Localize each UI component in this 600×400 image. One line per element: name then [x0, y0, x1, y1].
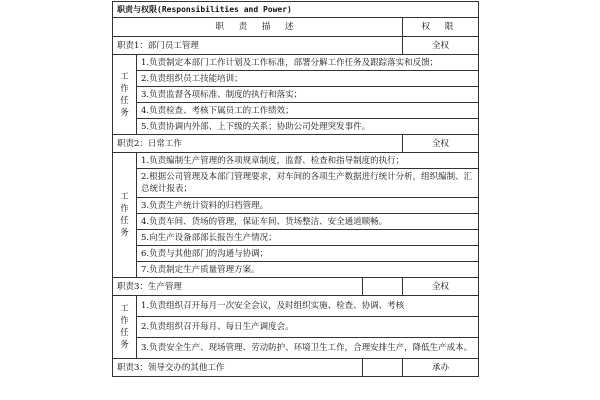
list-item: 7.负责制定生产质量管理方案。: [137, 262, 479, 278]
list-item: 4.负责检查、考核下属员工的工作绩效；: [137, 103, 479, 119]
duty-4-label: 职责3：领导交办的其他工作: [113, 359, 363, 377]
list-item: 2.负责组织员工技能培训；: [137, 71, 479, 87]
list-item: 3.负责监督各项标准、制度的执行和落实；: [137, 87, 479, 103]
list-item: 5.向生产设备部部长报告生产情况；: [137, 230, 479, 246]
duty-2-label: 职责2：日常工作: [113, 135, 403, 153]
list-item: 6.负责与其他部门的沟通与协调；: [137, 246, 479, 262]
table-title: 职责与权限(Responsibilities and Power): [113, 2, 479, 18]
list-item: 1.负责组织召开每月一次安全会议，及时组织实施、检查、协调、考核: [137, 296, 479, 317]
list-item: 3.负责生产统计资料的归档管理。: [137, 198, 479, 214]
duty-3-empty-cell: [363, 278, 403, 296]
list-item: 3.负责安全生产、现场管理、劳动防护、环境卫生工作，合理安排生产，降低生产成本。: [137, 338, 479, 359]
list-item: 1.负责编制生产管理的各项规章制度，监督、检查和指导制度的执行；: [137, 153, 479, 169]
list-item: 5.负责协调内外部、上下级的关系；协助公司处理突发事件。: [137, 119, 479, 135]
list-item: 4.负责车间、货场的管理，保证车间、货场整洁、安全通道顺畅。: [137, 214, 479, 230]
duty-4-power: 承办: [403, 359, 479, 377]
list-item: 2.根据公司管理及本部门管理要求，对车间的各项生产数据进行统计分析，组织编制、汇总统计报表；: [137, 169, 479, 198]
list-item: 1.负责制定本部门工作计划及工作标准，部署分解工作任务及跟踪落实和反馈；: [137, 55, 479, 71]
header-power: 权 限: [403, 18, 479, 37]
list-item: 2.负责组织召开每月、每日生产调度会。: [137, 317, 479, 338]
duty-1-power: 全权: [403, 37, 479, 55]
header-description: 职 责 描 述: [113, 18, 403, 37]
duty-1-label: 职责1：部门员工管理: [113, 37, 403, 55]
duty-2-power: 全权: [403, 135, 479, 153]
responsibilities-table: [112, 1, 479, 377]
duty-2-side-label: 工 作 任 务: [113, 153, 137, 278]
duty-3-label: 职责3：生产管理: [113, 278, 363, 296]
duty-3-power: 全权: [403, 278, 479, 296]
duty-4-empty-cell: [363, 359, 403, 377]
duty-1-side-label: 工 作 任 务: [113, 55, 137, 135]
duty-3-side-label: 工 作 任 务: [113, 296, 137, 359]
